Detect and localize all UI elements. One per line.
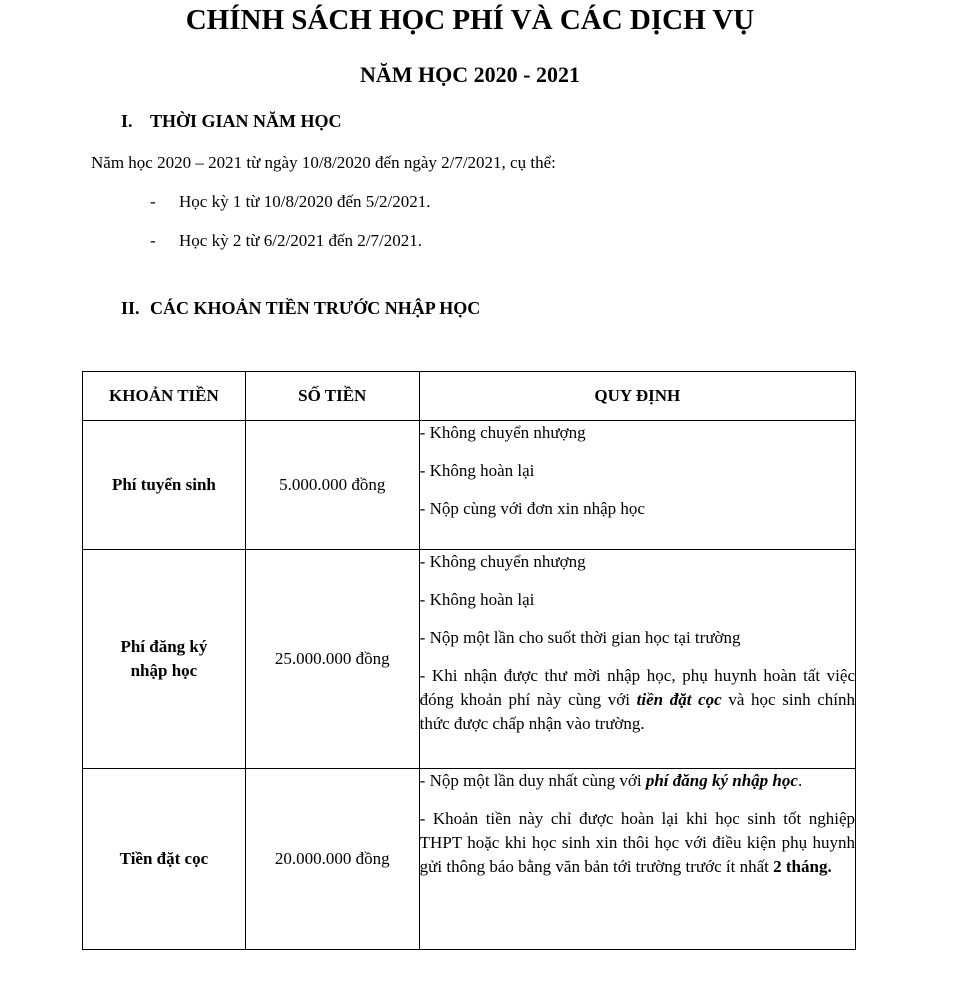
rule-item	[420, 664, 855, 736]
rule-item: - Không chuyển nhượng	[419, 423, 586, 442]
header-fee-type: KHOẢN TIỀN	[83, 372, 246, 421]
section-2-heading	[121, 298, 480, 319]
fee-amount-deposit: 20.000.000 đồng	[245, 769, 419, 950]
section-1-number: I.	[121, 111, 133, 131]
fee-amount-registration: 25.000.000 đồng	[245, 550, 419, 769]
rule-emphasis: phí đăng ký nhập học	[645, 771, 798, 790]
section-1-heading	[121, 111, 342, 132]
fee-rules-registration	[419, 550, 855, 769]
rule-item: - Không hoàn lại	[419, 590, 535, 609]
rule-item	[420, 769, 855, 793]
semester-list	[150, 192, 430, 270]
header-regulations: QUY ĐỊNH	[419, 372, 855, 421]
fee-amount-admission: 5.000.000 đồng	[245, 421, 419, 550]
rule-item: - Không hoàn lại	[419, 461, 535, 480]
rule-text: và học sinh chính thức được chấp nhận vào trường.	[419, 690, 856, 733]
rule-item: - Nộp cùng với đơn xin nhập học	[419, 499, 645, 518]
section-2-title: CÁC KHOẢN TIỀN TRƯỚC NHẬP HỌC	[150, 298, 481, 318]
section-1-title: THỜI GIAN NĂM HỌC	[150, 111, 342, 131]
rule-text: - Khoản tiền này chỉ được hoàn lại khi học sinh tốt nghiệp THPT hoặc khi học sinh xin thôi học với điều kiện phụ huynh gửi thông báo bằng văn bản tới trường trước ít nhất	[419, 809, 855, 876]
school-year-intro: Năm học 2020 – 2021 từ ngày 10/8/2020 đến ngày 2/7/2021, cụ thể:	[91, 153, 556, 172]
rule-item: - Không chuyển nhượng	[419, 552, 586, 571]
rule-item	[420, 807, 855, 879]
rule-text: - Khi nhận được thư mời nhập học, phụ huynh hoàn tất việc đóng khoản phí này cùng với	[419, 666, 855, 709]
fee-name-registration	[83, 550, 246, 769]
rule-emphasis: 2 tháng.	[773, 857, 832, 876]
fee-name-admission: Phí tuyển sinh	[83, 421, 246, 550]
list-item	[150, 192, 430, 231]
school-year-subtitle: NĂM HỌC 2020 - 2021	[360, 62, 580, 87]
table-row	[83, 550, 856, 769]
section-2-number: II.	[121, 298, 140, 318]
rule-text: .	[797, 771, 803, 790]
fee-rules-admission	[419, 421, 855, 550]
fees-table	[82, 371, 856, 950]
bullet-dash: -	[150, 231, 156, 250]
rule-emphasis: tiền đặt cọc	[636, 690, 722, 709]
table-row	[83, 769, 856, 950]
fee-name-line: nhập học	[130, 661, 198, 680]
table-header-row	[83, 372, 856, 421]
fee-name-deposit: Tiền đặt cọc	[83, 769, 246, 950]
semester-2-text: Học kỳ 2 từ 6/2/2021 đến 2/7/2021.	[179, 231, 422, 250]
document-title: CHÍNH SÁCH HỌC PHÍ VÀ CÁC DỊCH VỤ	[185, 4, 755, 36]
rule-text: - Nộp một lần duy nhất cùng với	[419, 771, 646, 790]
semester-1-text: Học kỳ 1 từ 10/8/2020 đến 5/2/2021.	[179, 192, 431, 211]
fee-rules-deposit	[419, 769, 855, 950]
table-row	[83, 421, 856, 550]
list-item	[150, 231, 430, 270]
fee-name-line: Phí đăng ký	[120, 637, 208, 656]
bullet-dash: -	[150, 192, 156, 211]
header-amount: SỐ TIỀN	[245, 372, 419, 421]
rule-item: - Nộp một lần cho suốt thời gian học tại trường	[419, 628, 741, 647]
